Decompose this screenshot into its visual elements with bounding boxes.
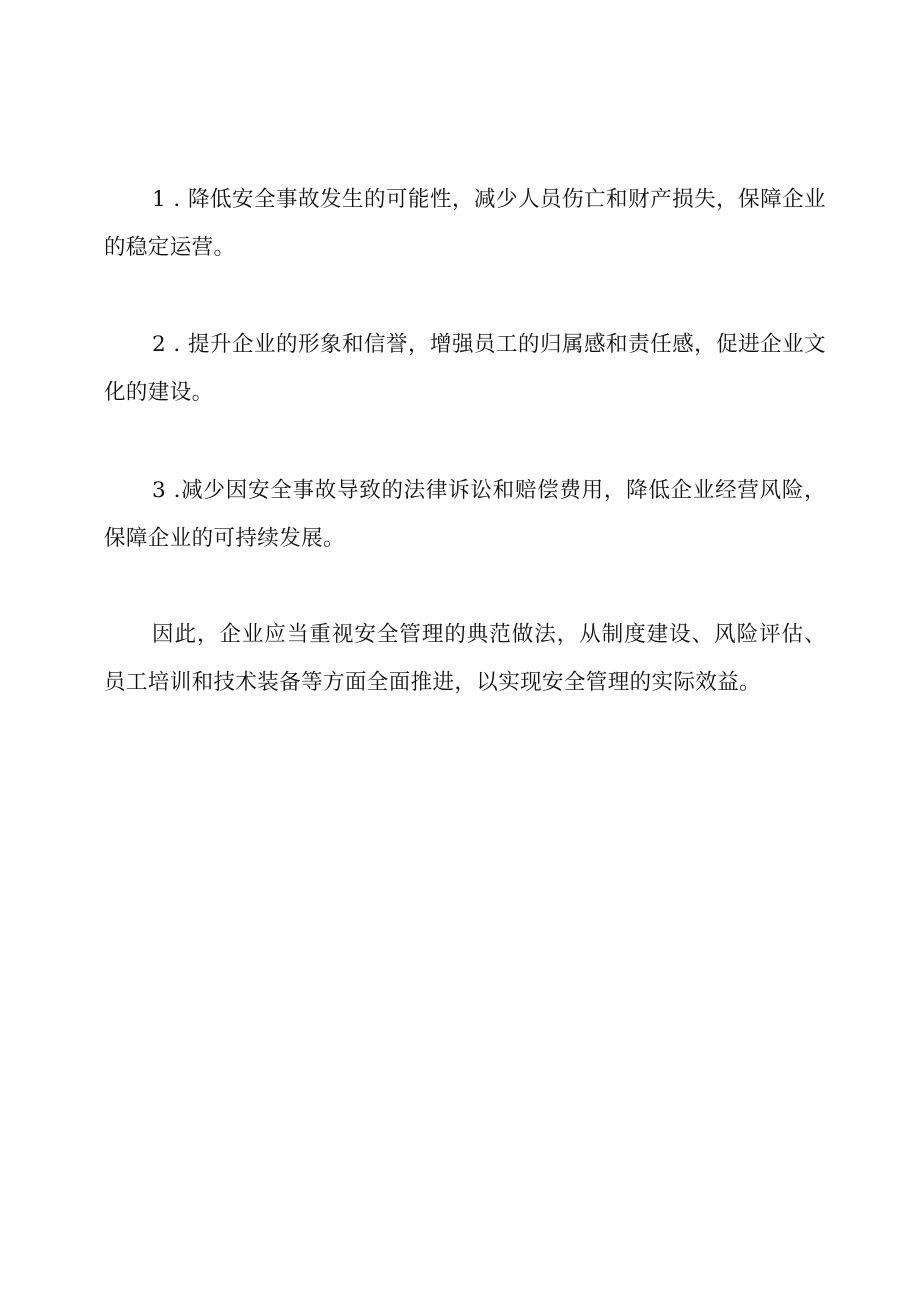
- paragraph-benefit-2: 2 . 提升企业的形象和信誉，增强员工的归属感和责任感，促进企业文化的建设。: [104, 332, 826, 405]
- paragraph-conclusion: 因此，企业应当重视安全管理的典范做法，从制度建设、风险评估、员工培训和技术装备等方面全面推进，以实现安全管理的实际效益。: [104, 622, 826, 695]
- paragraph-benefit-3: 3 .减少因安全事故导致的法律诉讼和赔偿费用，降低企业经营风险，保障企业的可持续发展。: [104, 478, 826, 551]
- paragraph-benefit-1: 1 . 降低安全事故发生的可能性，减少人员伤亡和财产损失，保障企业的稳定运营。: [104, 187, 826, 260]
